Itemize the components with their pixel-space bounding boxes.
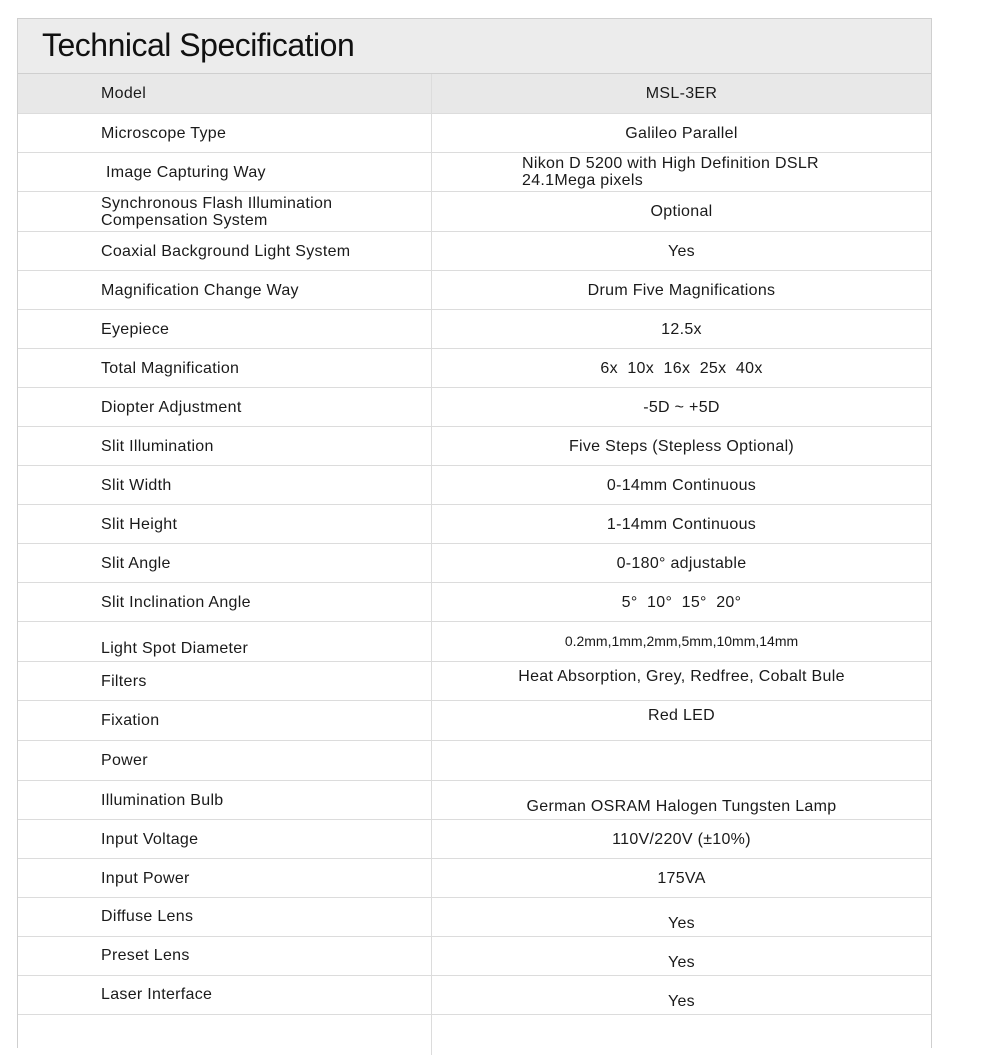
spec-value: Yes [667,915,695,932]
spec-value: Yes [667,242,695,260]
spec-value: 110V/220V (±10%) [612,830,751,848]
spec-label: Magnification Change Way [18,271,432,309]
table-row [18,937,931,976]
table-row [18,349,931,388]
table-row [18,622,931,662]
spec-label: Eyepiece [18,310,432,348]
spec-label-empty [18,1015,432,1055]
table-row [18,859,931,898]
table-row [18,976,931,1015]
spec-label: Synchronous Flash Illumination Compensation System [18,192,432,231]
spec-value: Drum Five Magnifications [587,281,776,299]
table-row [18,114,931,153]
spec-label: Diopter Adjustment [18,388,432,426]
spec-value: Galileo Parallel [625,124,738,142]
spec-label: Filters [18,662,432,700]
spec-label: Input Voltage [18,820,432,858]
table-row [18,662,931,701]
table-row [18,781,931,820]
table-row [18,701,931,741]
table-row [18,741,931,781]
spec-label: Coaxial Background Light System [18,232,432,270]
table-row [18,192,931,232]
spec-value: Red LED [647,707,716,724]
spec-value: 6x 10x 16x 25x 40x [600,359,763,377]
table-row-empty [18,1015,931,1055]
table-row [18,583,931,622]
page-title: Technical Specification [42,27,355,63]
spec-label: Microscope Type [18,114,432,152]
table-row [18,271,931,310]
spec-value: Heat Absorption, Grey, Redfree, Cobalt Bule [518,668,845,685]
spec-value: German OSRAM Halogen Tungsten Lamp [526,798,837,815]
spec-label: Slit Height [18,505,432,543]
table-row [18,388,931,427]
spec-value: Nikon D 5200 with High Definition DSLR 24.1Mega pixels [522,155,819,189]
spec-value: 0-14mm Continuous [606,476,757,494]
spec-label: Fixation [18,701,432,740]
spec-value [432,741,931,780]
spec-value: 0-180° adjustable [616,554,747,572]
spec-label: Image Capturing Way [18,153,432,191]
spec-value: 5° 10° 15° 20° [621,593,742,611]
table-row [18,153,931,192]
spec-label: Total Magnification [18,349,432,387]
spec-label: Slit Angle [18,544,432,582]
spec-value-empty [432,1015,931,1055]
spec-label: Laser Interface [18,976,432,1014]
spec-value: 12.5x [661,320,702,338]
spec-label: Light Spot Diameter [18,622,432,661]
table-row [18,505,931,544]
table-row [18,310,931,349]
spec-value: Yes [667,993,695,1010]
table-row [18,466,931,505]
spec-value: Five Steps (Stepless Optional) [568,437,795,455]
spec-sheet [17,18,932,1048]
spec-label: Power [18,741,432,780]
spec-value: 175VA [657,869,706,887]
spec-value: Yes [667,954,695,971]
spec-value: Optional [650,203,713,220]
spec-label: Illumination Bulb [18,781,432,819]
spec-value: 1-14mm Continuous [606,515,757,533]
table-row [18,544,931,583]
spec-value: MSL-3ER [645,85,718,102]
spec-label: Slit Width [18,466,432,504]
table-row [18,232,931,271]
spec-label: Preset Lens [18,937,432,975]
spec-label: Diffuse Lens [18,898,432,936]
spec-value: -5D ~ +5D [643,398,720,416]
spec-label: Model [18,74,432,113]
title-bar [18,18,931,74]
spec-label: Slit Inclination Angle [18,583,432,621]
table-row [18,427,931,466]
spec-label: Slit Illumination [18,427,432,465]
table-row [18,74,931,114]
spec-value: 0.2mm,1mm,2mm,5mm,10mm,14mm [564,633,799,649]
spec-table [18,74,931,1055]
table-row [18,820,931,859]
table-row [18,898,931,937]
spec-label: Input Power [18,859,432,897]
